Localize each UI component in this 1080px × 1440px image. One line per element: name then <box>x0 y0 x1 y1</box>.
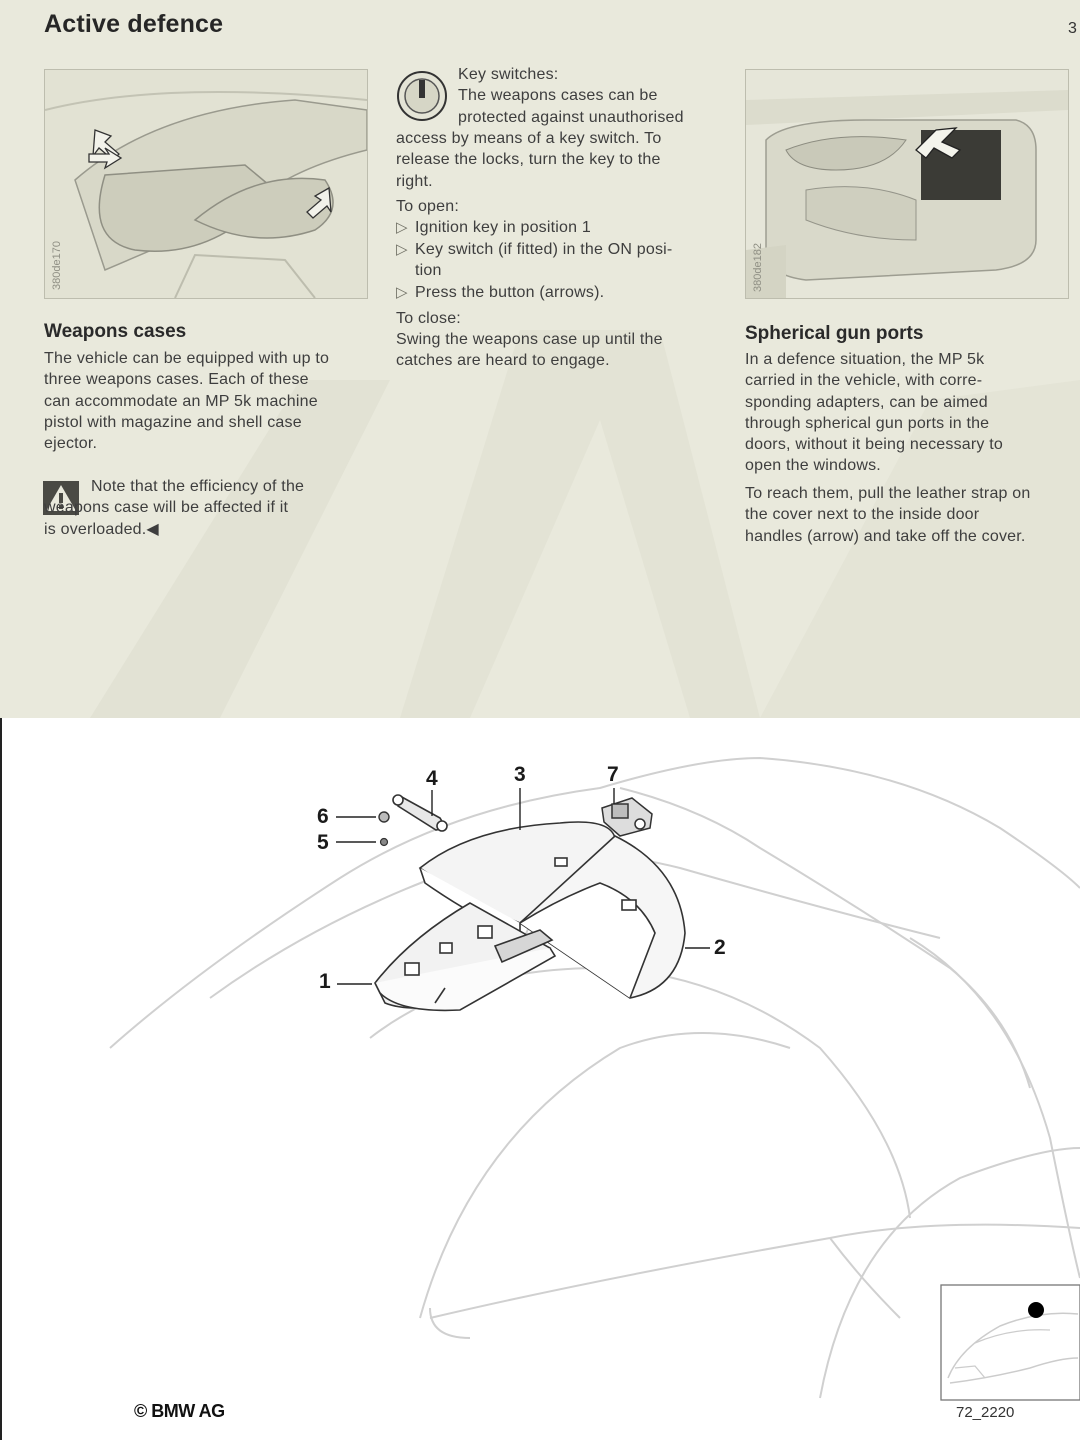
part-number-label: 4 <box>426 767 438 790</box>
weapons-case-figure <box>44 69 368 299</box>
key-switches-intro: Key switches: The weapons cases can be protected against unauthorised <box>458 66 684 126</box>
gun-port-figure <box>745 69 1069 299</box>
bullet-arrow-icon: ▷ <box>396 284 408 301</box>
open-step: Ignition key in position 1 <box>415 219 591 236</box>
bullet-arrow-icon: ▷ <box>396 241 408 258</box>
to-close-heading: To close: <box>396 310 461 327</box>
part-number-label: 6 <box>317 805 329 828</box>
key-switch-icon <box>396 70 448 122</box>
door-trim-illustration <box>746 70 1068 298</box>
diagram-id: 72_2220 <box>956 1404 1015 1421</box>
key-switches-text: access by means of a key switch. To release the locks, turn the key to the right. <box>396 130 662 190</box>
parts-diagram-artwork <box>0 718 1080 1440</box>
gun-ports-heading: Spherical gun ports <box>745 323 924 344</box>
part-number-label: 1 <box>319 970 331 993</box>
weapons-case-note: Note that the efficiency of the weapons case will be affected if it is overloaded.◀ <box>44 478 305 538</box>
weapons-cases-body: The vehicle can be equipped with up to three weapons cases. Each of these can accommodate an MP 5k machine pistol with magazine and shell case ejector. <box>44 350 330 453</box>
weapons-cases-heading: Weapons cases <box>44 321 187 342</box>
bullet-arrow-icon: ▷ <box>396 219 408 236</box>
figure-code: 380de182 <box>752 243 764 292</box>
copyright-notice: © BMW AG <box>134 1401 225 1421</box>
page-number: 3 <box>1068 20 1077 37</box>
to-open-heading: To open: <box>396 198 459 215</box>
page-title: Active defence <box>44 10 224 38</box>
part-number-label: 7 <box>607 763 619 786</box>
part-number-label: 5 <box>317 831 329 854</box>
open-step: Press the button (arrows). <box>415 284 605 301</box>
gun-ports-paragraph: In a defence situation, the MP 5k carried in the vehicle, with corre- sponding adapters, can be aimed through spherical gun ports in the doors, without it being necessary to open the windows. <box>745 351 1004 475</box>
to-close-text: Swing the weapons case up until the catches are heard to engage. <box>396 331 663 370</box>
part-number-label: 2 <box>714 936 726 959</box>
figure-code: 380de170 <box>51 241 63 290</box>
open-step: Key switch (if fitted) in the ON posi- tion <box>415 241 673 280</box>
part-number-label: 3 <box>514 763 526 786</box>
weapons-case-illustration <box>45 70 367 298</box>
parts-diagram <box>0 718 1080 1440</box>
manual-page <box>0 0 1080 718</box>
location-inset <box>941 1285 1080 1400</box>
gun-ports-paragraph: To reach them, pull the leather strap on the cover next to the inside door handles (arrow) and take off the cover. <box>745 485 1031 545</box>
